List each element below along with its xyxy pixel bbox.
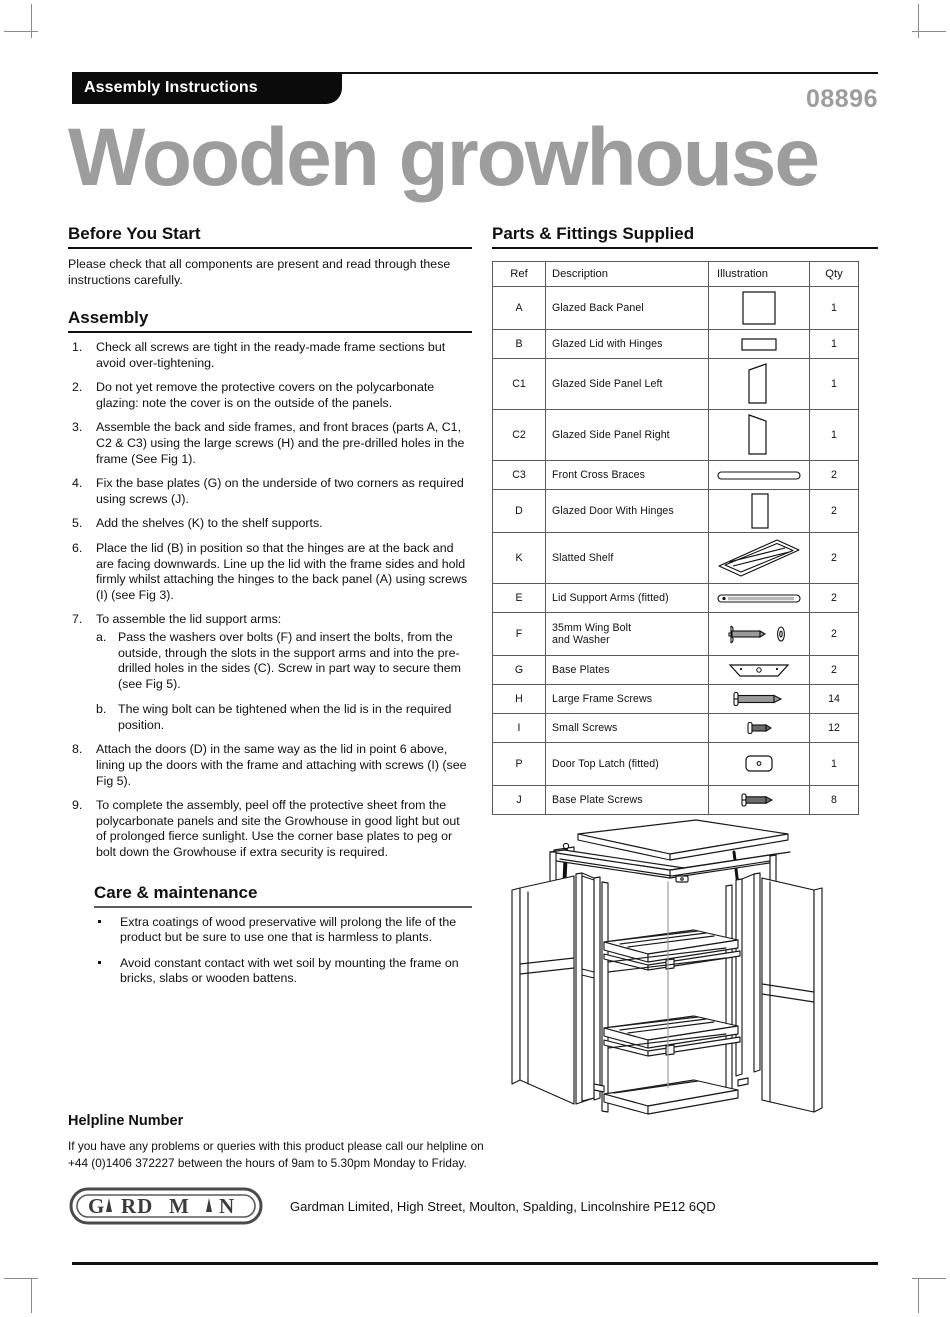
part-qty: 8 bbox=[810, 786, 859, 815]
assembly-step bbox=[68, 541, 472, 603]
step-number: 8. bbox=[72, 742, 83, 757]
assembly-step bbox=[68, 420, 472, 467]
crop-mark-top-right-v bbox=[918, 4, 919, 38]
parts-heading: Parts & Fittings Supplied bbox=[492, 224, 695, 243]
part-ref: C2 bbox=[493, 410, 546, 461]
part-illustration bbox=[709, 685, 810, 714]
door-panel-icon bbox=[709, 490, 809, 532]
table-row bbox=[493, 287, 859, 330]
before-you-start-rule bbox=[68, 247, 472, 249]
part-qty: 1 bbox=[810, 743, 859, 786]
part-qty: 2 bbox=[810, 584, 859, 613]
part-description: Glazed Door With Hinges bbox=[546, 490, 709, 533]
footer bbox=[68, 1113, 878, 1226]
part-qty: 1 bbox=[810, 410, 859, 461]
care-section bbox=[68, 883, 472, 987]
part-illustration bbox=[709, 287, 810, 330]
part-ref: A bbox=[493, 287, 546, 330]
assembly-step bbox=[68, 612, 472, 733]
table-row bbox=[493, 533, 859, 584]
part-ref: C3 bbox=[493, 461, 546, 490]
wide-flat-panel-icon bbox=[709, 330, 809, 358]
assembly-step bbox=[68, 516, 472, 532]
part-illustration bbox=[709, 359, 810, 410]
part-illustration bbox=[709, 533, 810, 584]
assembly-step bbox=[68, 476, 472, 507]
part-ref: I bbox=[493, 714, 546, 743]
bullet-icon bbox=[98, 961, 101, 964]
part-qty: 2 bbox=[810, 461, 859, 490]
care-list bbox=[94, 915, 472, 987]
part-illustration bbox=[709, 330, 810, 359]
step-text: Check all screws are tight in the ready-made frame sections but avoid over-tightening. bbox=[96, 340, 446, 370]
step-text: Attach the doors (D) in the same way as the lid in point 6 above, lining up the doors with the frame and attaching with screws (I) (see Fig 5). bbox=[96, 742, 467, 788]
banner-label: Assembly Instructions bbox=[84, 79, 258, 96]
step-text: Place the lid (B) in position so that the hinges are at the back and are facing downwards. Line up the lid with the frame sides and hold firmly whilst attaching the hinges to the back panel (A) using screws (I) (see Fig 3). bbox=[96, 540, 468, 602]
assembly-substeps-list bbox=[96, 630, 472, 734]
substep-letter: a. bbox=[96, 629, 107, 644]
part-description: Glazed Lid with Hinges bbox=[546, 330, 709, 359]
right-column bbox=[492, 224, 878, 815]
part-qty: 1 bbox=[810, 287, 859, 330]
assembly-rule bbox=[68, 331, 472, 333]
part-illustration bbox=[709, 786, 810, 815]
step-number: 4. bbox=[72, 476, 83, 491]
footer-row bbox=[68, 1186, 878, 1226]
part-ref: P bbox=[493, 743, 546, 786]
wing-bolt-washer-icon bbox=[709, 613, 809, 655]
part-description: Glazed Side Panel Right bbox=[546, 410, 709, 461]
part-description: Base Plate Screws bbox=[546, 786, 709, 815]
step-number: 1. bbox=[72, 340, 83, 354]
column-header-illustration: Illustration bbox=[709, 262, 810, 287]
table-row bbox=[493, 656, 859, 685]
substep-letter: b. bbox=[96, 702, 107, 717]
helpline-line-2: +44 (0)1406 372227 between the hours of 9am to 5.30pm Monday to Friday. bbox=[68, 1156, 467, 1170]
column-header-qty: Qty bbox=[810, 262, 859, 287]
parts-rule bbox=[492, 247, 878, 249]
assembly-step bbox=[68, 340, 472, 371]
step-text: Assemble the back and side frames, and front braces (parts A, C1, C2 & C3) using the large screws (H) and the pre-drilled holes in the frame (See Fig 1). bbox=[96, 420, 465, 466]
part-qty: 14 bbox=[810, 685, 859, 714]
column-header-ref: Ref bbox=[493, 262, 546, 287]
part-ref: G bbox=[493, 656, 546, 685]
step-text: Fix the base plates (G) on the underside of two corners as required using screws (J). bbox=[96, 476, 464, 506]
part-ref: D bbox=[493, 490, 546, 533]
left-column bbox=[68, 224, 472, 997]
helpline-line-1: If you have any problems or queries with this product please call our helpline on bbox=[68, 1139, 484, 1153]
step-number: 7. bbox=[72, 612, 83, 627]
table-row bbox=[493, 461, 859, 490]
gardman-logo bbox=[68, 1186, 264, 1226]
svg-text:N: N bbox=[219, 1194, 236, 1218]
table-row bbox=[493, 490, 859, 533]
care-list-item bbox=[94, 915, 472, 946]
part-illustration bbox=[709, 461, 810, 490]
part-description: Small Screws bbox=[546, 714, 709, 743]
crop-mark-bottom-right-v bbox=[918, 1279, 919, 1313]
part-illustration bbox=[709, 410, 810, 461]
product-code: 08896 bbox=[805, 85, 878, 113]
step-text: To assemble the lid support arms: bbox=[96, 612, 282, 627]
part-ref: F bbox=[493, 613, 546, 656]
assembly-steps-list bbox=[68, 340, 472, 861]
before-you-start-text: Please check that all components are present and read through these instructions carefully. bbox=[68, 257, 451, 287]
care-rule bbox=[94, 906, 472, 908]
crop-mark-top-left-h bbox=[4, 31, 38, 32]
crop-mark-bottom-left-v bbox=[31, 1279, 32, 1313]
before-you-start-heading: Before You Start bbox=[68, 224, 201, 243]
step-number: 9. bbox=[72, 798, 83, 813]
table-row bbox=[493, 743, 859, 786]
rect-panel-icon bbox=[709, 287, 809, 329]
part-description: Slatted Shelf bbox=[546, 533, 709, 584]
table-row bbox=[493, 786, 859, 815]
crop-mark-top-left-v bbox=[31, 4, 32, 38]
crop-mark-bottom-left-h bbox=[4, 1278, 38, 1279]
svg-text:RD: RD bbox=[121, 1194, 154, 1218]
part-ref: B bbox=[493, 330, 546, 359]
part-qty: 1 bbox=[810, 359, 859, 410]
substep-text: The wing bolt can be tightened when the lid is in the required position. bbox=[118, 702, 452, 732]
care-heading: Care & maintenance bbox=[94, 882, 258, 902]
growhouse-assembly-diagram bbox=[498, 812, 890, 1152]
step-number: 6. bbox=[72, 540, 83, 555]
part-illustration bbox=[709, 743, 810, 786]
part-ref: J bbox=[493, 786, 546, 815]
base-plate-screw-icon bbox=[709, 786, 809, 814]
part-illustration bbox=[709, 656, 810, 685]
door-latch-icon bbox=[709, 743, 809, 785]
assembly-step bbox=[68, 742, 472, 789]
bullet-icon bbox=[98, 920, 101, 923]
part-qty: 12 bbox=[810, 714, 859, 743]
step-text: Do not yet remove the protective covers on the polycarbonate glazing: note the cover is on the outside of the panels. bbox=[96, 380, 435, 410]
assembly-heading: Assembly bbox=[68, 308, 149, 327]
brace-bar-icon bbox=[709, 461, 809, 489]
part-qty: 2 bbox=[810, 613, 859, 656]
step-text: To complete the assembly, peel off the protective sheet from the polycarbonate panels and site the Growhouse in good light but out of prolonged fierce sunlight. Use the corner base plates to peg or bolt down the Growhouse if extra security is required. bbox=[96, 798, 460, 860]
part-qty: 2 bbox=[810, 533, 859, 584]
step-text: Add the shelves (K) to the shelf supports. bbox=[96, 516, 323, 531]
parts-table bbox=[492, 261, 859, 815]
part-description: Base Plates bbox=[546, 656, 709, 685]
step-number: 5. bbox=[72, 516, 83, 531]
part-description: Lid Support Arms (fitted) bbox=[546, 584, 709, 613]
assembly-substep bbox=[96, 702, 472, 733]
care-item-text: Avoid constant contact with wet soil by mounting the frame on bricks, slabs or wooden battens. bbox=[120, 955, 459, 986]
table-row bbox=[493, 359, 859, 410]
part-qty: 1 bbox=[810, 330, 859, 359]
part-description: Front Cross Braces bbox=[546, 461, 709, 490]
support-arm-icon bbox=[709, 584, 809, 612]
crop-mark-top-right-h bbox=[912, 31, 946, 32]
small-screw-icon bbox=[709, 714, 809, 742]
part-description: Glazed Back Panel bbox=[546, 287, 709, 330]
page-title: Wooden growhouse bbox=[68, 112, 819, 203]
svg-text:G: G bbox=[88, 1194, 106, 1218]
assembly-substep bbox=[96, 630, 472, 692]
helpline-heading: Helpline Number bbox=[68, 1113, 184, 1129]
part-qty: 2 bbox=[810, 490, 859, 533]
svg-text:M: M bbox=[169, 1194, 190, 1218]
assembly-step bbox=[68, 798, 472, 860]
part-ref: E bbox=[493, 584, 546, 613]
crop-mark-bottom-right-h bbox=[912, 1278, 946, 1279]
table-header-row bbox=[493, 262, 859, 287]
part-description: Door Top Latch (fitted) bbox=[546, 743, 709, 786]
table-row bbox=[493, 410, 859, 461]
table-row bbox=[493, 714, 859, 743]
step-number: 3. bbox=[72, 420, 83, 435]
part-description: 35mm Wing Bolt and Washer bbox=[546, 613, 709, 656]
part-ref: K bbox=[493, 533, 546, 584]
assembly-instructions-banner bbox=[72, 72, 342, 104]
part-illustration bbox=[709, 490, 810, 533]
step-number: 2. bbox=[72, 380, 83, 395]
table-row bbox=[493, 613, 859, 656]
large-screw-icon bbox=[709, 685, 809, 713]
company-address: Gardman Limited, High Street, Moulton, Spalding, Lincolnshire PE12 6QD bbox=[290, 1198, 716, 1214]
part-qty: 2 bbox=[810, 656, 859, 685]
part-ref: C1 bbox=[493, 359, 546, 410]
part-illustration bbox=[709, 613, 810, 656]
substep-text: Pass the washers over bolts (F) and insert the bolts, from the outside, through the slots in the support arms and into the pre-drilled holes in the sides (C). Screw in part way to secure them (see Fig 5). bbox=[118, 629, 461, 691]
footer-bottom-rule bbox=[72, 1262, 878, 1265]
side-panel-right-icon bbox=[709, 410, 809, 460]
side-panel-left-icon bbox=[709, 359, 809, 409]
table-row bbox=[493, 685, 859, 714]
part-illustration bbox=[709, 714, 810, 743]
table-row bbox=[493, 330, 859, 359]
base-plate-icon bbox=[709, 656, 809, 684]
slatted-shelf-icon bbox=[709, 533, 809, 583]
column-header-description: Description bbox=[546, 262, 709, 287]
part-description: Glazed Side Panel Left bbox=[546, 359, 709, 410]
table-row bbox=[493, 584, 859, 613]
part-description: Large Frame Screws bbox=[546, 685, 709, 714]
part-ref: H bbox=[493, 685, 546, 714]
part-illustration bbox=[709, 584, 810, 613]
care-list-item bbox=[94, 956, 472, 987]
assembly-step bbox=[68, 380, 472, 411]
care-item-text: Extra coatings of wood preservative will prolong the life of the product but be sure to use one that is harmless to plants. bbox=[120, 914, 457, 945]
